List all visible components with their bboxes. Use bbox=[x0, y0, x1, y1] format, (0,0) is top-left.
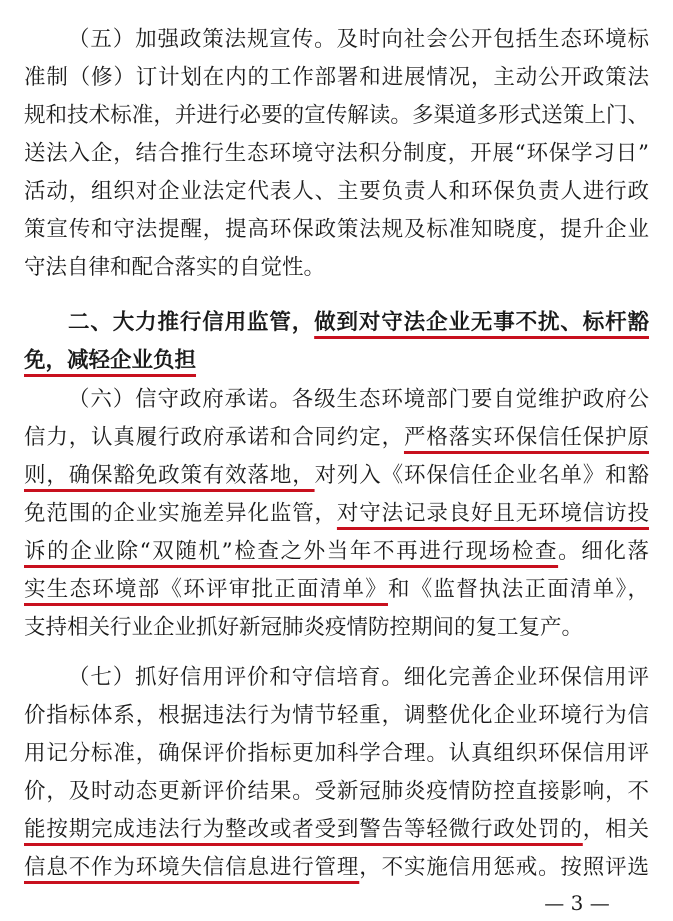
paragraph-line bbox=[24, 850, 649, 886]
text-segment: 活动，组织对企业法定代表人、主要负责人和环保负责人进行政 bbox=[24, 179, 649, 204]
text-segment: （五）加强政策法规宣传。及时向社会公开包括生态环境标 bbox=[68, 27, 649, 52]
text-segment: 送法入企，结合推行生态环境守法积分制度，开展“环保学习日” bbox=[24, 141, 649, 166]
paragraph-line bbox=[24, 496, 649, 532]
underlined-text: 对守法记录良好且无环境信访投 bbox=[336, 501, 649, 526]
paragraph-line bbox=[24, 250, 649, 286]
underlined-text: 严格落实环保信任保护原 bbox=[403, 425, 649, 450]
paragraph-line bbox=[24, 420, 649, 456]
paragraph-line bbox=[24, 136, 649, 172]
underlined-text: 免，减轻企业负担 bbox=[24, 348, 197, 373]
paragraph-line bbox=[24, 174, 649, 210]
text-segment: 信力，认真履行政府承诺和合同约定， bbox=[24, 425, 404, 450]
paragraph-line bbox=[24, 698, 649, 734]
underlined-text: 诉的企业除“双随机”检查之外当年不再进行现场检查 bbox=[24, 539, 559, 564]
section-heading-line bbox=[24, 343, 649, 379]
text-segment: 和《监督执法正面清单》， bbox=[387, 577, 649, 602]
paragraph-line bbox=[24, 534, 649, 570]
paragraph-line bbox=[68, 660, 649, 696]
text-segment: 价，及时动态更新评价结果。受新冠肺炎疫情防控直接影响，不 bbox=[24, 779, 649, 804]
underlined-text: 则，确保豁免政策有效落地， bbox=[24, 463, 315, 488]
underlined-text: 做到对守法企业无事不扰、标杆豁 bbox=[314, 310, 649, 335]
paragraph-line bbox=[24, 572, 649, 608]
paragraph-line bbox=[24, 774, 649, 810]
paragraph-line bbox=[68, 22, 649, 58]
text-segment: （六）信守政府承诺。各级生态环境部门要自觉维护政府公 bbox=[68, 387, 649, 412]
section-heading-line bbox=[68, 305, 649, 341]
paragraph-line bbox=[24, 458, 649, 494]
text-segment: 支持相关行业企业抓好新冠肺炎疫情防控期间的复工复产。 bbox=[24, 615, 584, 640]
text-segment: 对列入《环保信任企业名单》和豁 bbox=[314, 463, 649, 488]
text-segment: 用记分标准，确保评价指标更加科学合理。认真组织环保信用评 bbox=[24, 741, 649, 766]
paragraph-line bbox=[24, 212, 649, 248]
underlined-text: 信息不作为环境失信信息进行管理 bbox=[24, 855, 360, 880]
text-segment: 准制（修）订计划在内的工作部署和进展情况，主动公开政策法 bbox=[24, 65, 649, 90]
text-segment: 规和技术标准，并进行必要的宣传解读。多渠道多形式送策上门、 bbox=[24, 103, 649, 128]
text-segment: 策宣传和守法提醒，提高环保政策法规及标准知晓度，提升企业 bbox=[24, 217, 649, 242]
paragraph-line bbox=[24, 98, 649, 134]
paragraph-line bbox=[24, 812, 649, 848]
text-segment: ，不实施信用惩戒。按照评选 bbox=[359, 855, 649, 880]
page-number: — 3 — bbox=[544, 891, 610, 915]
heading-text: 二、大力推行信用监管， bbox=[68, 310, 315, 335]
paragraph-line bbox=[24, 610, 649, 646]
paragraph-line bbox=[68, 382, 649, 418]
text-segment: 免范围的企业实施差异化监管， bbox=[24, 501, 337, 526]
paragraph-line bbox=[24, 736, 649, 772]
underlined-text: 能按期完成违法行为整改或者受到警告等轻微行政处罚的 bbox=[24, 817, 583, 842]
text-segment: 守法自律和配合落实的自觉性。 bbox=[24, 255, 326, 280]
text-segment: 价指标体系，根据违法行为情节轻重，调整优化企业环境行为信 bbox=[24, 703, 649, 728]
text-segment: 。细化落 bbox=[558, 539, 649, 564]
text-segment: （七）抓好信用评价和守信培育。细化完善企业环保信用评 bbox=[68, 665, 649, 690]
paragraph-line bbox=[24, 60, 649, 96]
underlined-text: 实生态环境部《环评审批正面清单》 bbox=[24, 577, 388, 602]
text-segment: ，相关 bbox=[582, 817, 649, 842]
